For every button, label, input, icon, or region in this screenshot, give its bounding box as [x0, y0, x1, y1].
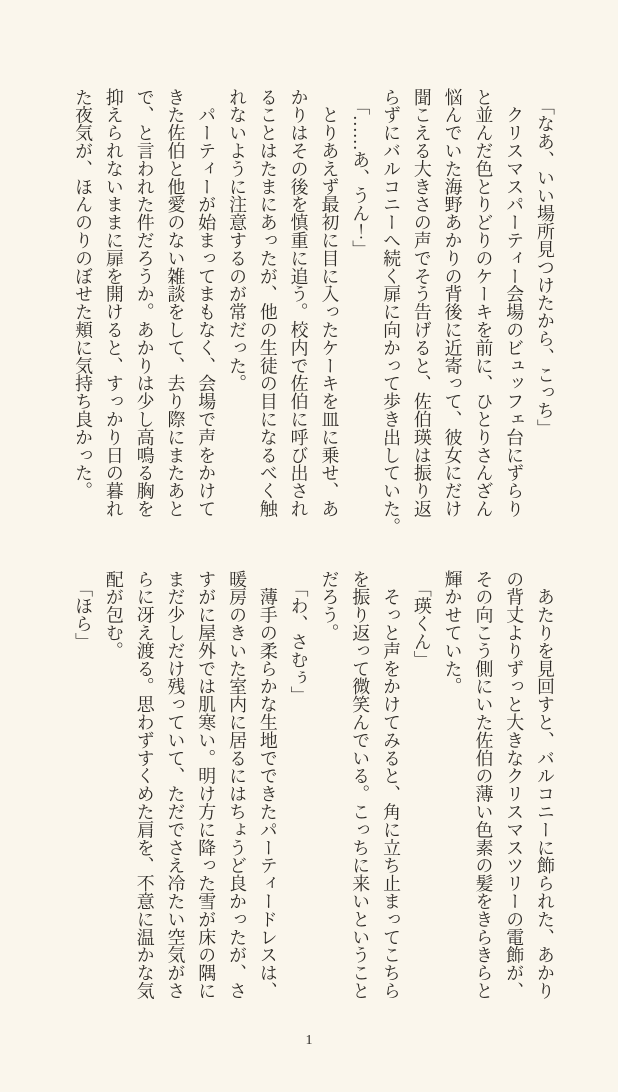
text-line: そっと声をかけてみると、角に立ち止まってこちら: [381, 570, 402, 1000]
text-line: れないように注意するのが常だった。: [227, 88, 248, 393]
text-line: パーティーが始まってまもなく、会場で声をかけて: [196, 88, 217, 518]
text-line: ることはたまにあったが、他の生徒の目になるべく触: [257, 88, 278, 518]
text-line: すがに屋外では肌寒い。明け方に降った雪が床の隅に: [196, 570, 217, 1000]
text-line: た夜気が、ほんのりのぼせた頬に気持ち良かった。: [73, 88, 94, 500]
text-line: クリスマスパーティー会場のビュッフェ台にずらり: [504, 88, 525, 518]
text-line: 配が包む。: [103, 570, 124, 660]
text-line: 薄手の柔らかな生地でできたパーティードレスは、: [257, 570, 278, 1000]
text-line: らに冴え渡る。思わずすくめた肩を、不意に温かな気: [134, 570, 155, 1000]
text-line: 「ほら」: [73, 578, 94, 651]
text-line: その向こう側にいた佐伯の薄い色素の髪をきらきらと: [473, 570, 494, 1000]
text-line: 「わ、さむぅ」: [288, 578, 309, 705]
text-line: で、と言われた件だろうか。あかりは少し高鳴る胸を: [134, 88, 155, 518]
text-line: と並んだ色とりどりのケーキを前に、ひとりさんざん: [473, 88, 494, 518]
text-line: 聞こえる大きさの声でそう告げると、佐伯瑛は振り返: [411, 88, 432, 518]
text-line: 暖房のきいた室内に居るにはちょうど良かったが、さ: [227, 570, 248, 1000]
text-line: だろう。: [319, 570, 340, 642]
text-line: 悩んでいた海野あかりの背後に近寄って、彼女にだけ: [442, 88, 463, 518]
text-block-bottom: [67, 570, 560, 1000]
text-line: とりあえず最初に目に入ったケーキを皿に乗せ、あ: [319, 88, 340, 518]
text-line: 抑えられないままに扉を開けると、すっかり日の暮れ: [103, 88, 124, 518]
text-line: を振り返って微笑んでいる。こっちに来いということ: [350, 570, 371, 1000]
page-number: 1: [305, 1033, 313, 1048]
text-line: 「……あ、うん！」: [350, 96, 371, 259]
text-line: らずにバルコニーへ続く扉に向かって歩き出していた。: [381, 88, 402, 536]
text-line: 「なあ、いい場所見つけたから、こっち」: [535, 96, 555, 438]
text-line: 「瑛くん」: [411, 578, 432, 669]
text-line: きた佐伯と他愛のない雑談をして、去り際にまたあと: [165, 88, 186, 518]
text-line: あたりを見回すと、バルコニーに飾られた、あかり: [535, 570, 555, 1000]
text-line: かりはその後を慎重に追う。校内で佐伯に呼び出され: [288, 88, 309, 518]
text-block-top: [67, 88, 560, 536]
text-line: の背丈よりずっと大きなクリスマスツリーの電飾が、: [504, 570, 525, 1000]
text-line: まだ少しだけ残っていて、ただでさえ冷たい空気がさ: [165, 570, 186, 1000]
text-line: 輝かせていた。: [442, 570, 463, 696]
